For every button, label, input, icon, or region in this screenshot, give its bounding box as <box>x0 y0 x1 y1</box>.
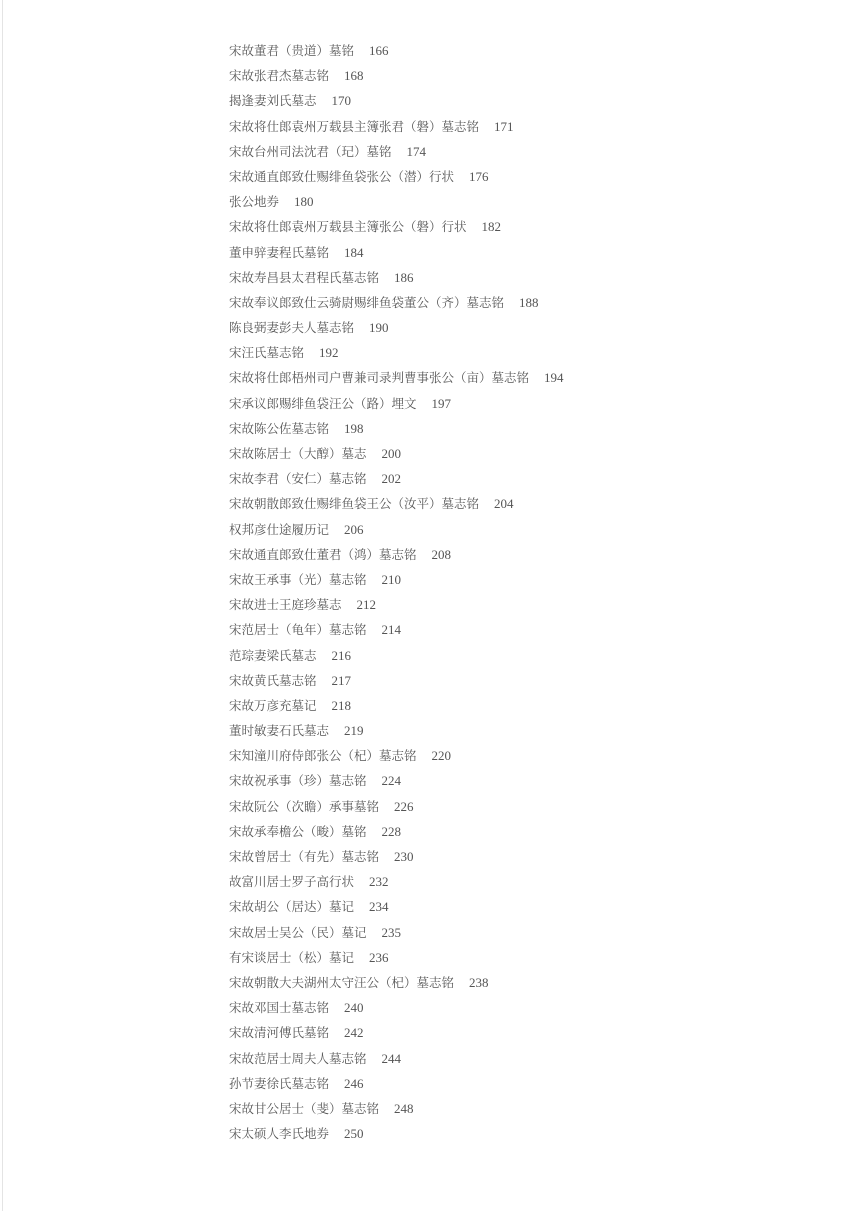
toc-entry <box>229 668 564 693</box>
toc-entry-title: 宋承议郎赐绯鱼袋汪公（路）埋文 <box>229 395 417 411</box>
toc-entry <box>229 1046 564 1071</box>
toc-entry-page-number: 170 <box>331 93 352 109</box>
toc-entry <box>229 466 564 491</box>
toc-entry-page-number: 230 <box>394 849 414 864</box>
toc-entry <box>229 794 564 819</box>
toc-entry-page-number: 212 <box>356 597 377 613</box>
toc-entry-page-number: 219 <box>344 723 364 739</box>
toc-entry-page-number: 204 <box>494 496 514 512</box>
toc-entry <box>229 718 564 743</box>
toc-entry-page-number: 168 <box>344 68 364 84</box>
toc-entry <box>229 139 564 164</box>
toc-entry-page-number: 235 <box>381 924 402 940</box>
table-of-contents <box>229 38 564 1146</box>
toc-entry <box>229 416 564 441</box>
toc-entry-title: 宋故通直郎致仕赐绯鱼袋张公（潜）行状 <box>229 168 455 184</box>
toc-entry-page-number: 214 <box>381 622 402 638</box>
toc-entry-title: 宋故陈居士（大醇）墓志 <box>229 446 367 461</box>
toc-entry-page-number: 216 <box>331 647 352 663</box>
toc-entry-title: 宋故朝散郎致仕赐绯鱼袋王公（汝平）墓志铭 <box>229 496 480 512</box>
toc-entry-title: 宋故王承事（光）墓志铭 <box>229 571 367 587</box>
toc-entry-title: 宋故通直郎致仕董君（鸿）墓志铭 <box>229 546 417 562</box>
toc-entry <box>229 164 564 189</box>
toc-entry <box>229 1121 564 1146</box>
toc-entry <box>229 517 564 542</box>
toc-entry-title: 宋故承奉檐公（畯）墓铭 <box>229 823 367 839</box>
toc-entry-title: 宋故将仕郎袁州万载县主簿张公（磐）行状 <box>229 219 467 235</box>
toc-entry-page-number: 250 <box>344 1126 364 1142</box>
toc-entry <box>229 592 564 617</box>
toc-entry-title: 宋故清河傅氏墓铭 <box>229 1025 330 1041</box>
toc-entry-page-number: 246 <box>344 1075 364 1091</box>
toc-entry-title: 宋故黄氏墓志铭 <box>229 672 317 688</box>
toc-entry <box>229 743 564 768</box>
toc-entry-title: 宋知潼川府侍郎张公（杞）墓志铭 <box>229 748 417 764</box>
toc-entry <box>229 567 564 592</box>
toc-entry <box>229 189 564 214</box>
toc-entry <box>229 214 564 239</box>
toc-entry-title: 宋故胡公（居达）墓记 <box>229 899 355 915</box>
toc-entry <box>229 114 564 139</box>
toc-entry-title: 宋太硕人李氏地券 <box>229 1126 330 1142</box>
toc-entry-page-number: 176 <box>469 168 489 184</box>
toc-entry-page-number: 202 <box>381 471 402 487</box>
toc-entry-title: 宋故范居士周夫人墓志铭 <box>229 1050 367 1066</box>
toc-entry-page-number: 166 <box>369 43 389 58</box>
toc-entry-title: 宋故李君（安仁）墓志铭 <box>229 471 367 487</box>
toc-entry <box>229 265 564 290</box>
toc-entry-title: 董申骍妻程氏墓铭 <box>229 244 330 260</box>
toc-entry <box>229 391 564 416</box>
toc-entry-page-number: 208 <box>431 546 452 562</box>
toc-entry-page-number: 220 <box>431 748 452 764</box>
toc-entry-title: 宋故邓国士墓志铭 <box>229 1000 330 1016</box>
toc-entry-page-number: 238 <box>469 974 489 990</box>
toc-entry <box>229 1096 564 1121</box>
toc-entry-title: 陈良弼妻彭夫人墓志铭 <box>229 320 355 336</box>
toc-entry-page-number: 194 <box>544 370 564 386</box>
toc-entry <box>229 491 564 516</box>
toc-entry <box>229 643 564 668</box>
toc-entry <box>229 542 564 567</box>
toc-entry-page-number: 240 <box>344 1000 364 1016</box>
toc-entry <box>229 869 564 894</box>
toc-entry-page-number: 218 <box>331 697 352 713</box>
toc-entry-title: 宋故甘公居士（斐）墓志铭 <box>229 1100 380 1116</box>
toc-entry-page-number: 228 <box>381 823 402 839</box>
toc-entry-page-number: 174 <box>406 143 427 159</box>
toc-entry-page-number: 188 <box>519 294 539 310</box>
toc-entry-page-number: 180 <box>294 194 314 210</box>
toc-entry <box>229 1071 564 1096</box>
toc-entry-page-number: 186 <box>394 269 414 285</box>
toc-entry-title: 宋故陈公佐墓志铭 <box>229 420 330 436</box>
toc-entry-page-number: 236 <box>369 949 389 965</box>
toc-entry-page-number: 192 <box>319 345 339 361</box>
toc-entry-title: 故富川居士罗子高行状 <box>229 874 355 890</box>
toc-entry <box>229 315 564 340</box>
toc-entry-title: 宋故寿昌县太君程氏墓志铭 <box>229 269 380 285</box>
toc-entry-page-number: 206 <box>344 521 364 537</box>
toc-entry-page-number: 198 <box>344 420 364 436</box>
toc-entry <box>229 768 564 793</box>
toc-entry-page-number: 232 <box>369 874 389 890</box>
toc-entry <box>229 970 564 995</box>
toc-entry-title: 范琮妻梁氏墓志 <box>229 647 317 663</box>
toc-entry-title: 宋故进士王庭珍墓志 <box>229 597 342 613</box>
toc-entry-page-number: 197 <box>431 395 452 411</box>
toc-entry-title: 宋范居士（龟年）墓志铭 <box>229 622 367 638</box>
toc-entry-title: 有宋谈居士（松）墓记 <box>229 949 355 965</box>
toc-entry <box>229 441 564 466</box>
toc-entry-page-number: 244 <box>381 1050 402 1066</box>
toc-entry-title: 宋故将仕郎袁州万载县主簿张君（磐）墓志铭 <box>229 118 480 134</box>
toc-entry <box>229 819 564 844</box>
toc-entry <box>229 290 564 315</box>
toc-entry <box>229 693 564 718</box>
toc-entry-page-number: 171 <box>494 118 514 134</box>
toc-entry-page-number: 200 <box>381 446 402 461</box>
toc-entry <box>229 894 564 919</box>
toc-entry-title: 张公地券 <box>229 194 280 210</box>
toc-entry <box>229 995 564 1020</box>
toc-entry <box>229 1020 564 1045</box>
toc-entry-title: 揭逢妻刘氏墓志 <box>229 93 317 109</box>
toc-entry-page-number: 226 <box>394 798 414 814</box>
page-edge-line <box>2 0 3 1211</box>
toc-entry-title: 权邦彦仕途履历记 <box>229 521 330 537</box>
toc-entry-title: 宋故张君杰墓志铭 <box>229 68 330 84</box>
toc-entry-title: 宋故居士吴公（民）墓记 <box>229 924 367 940</box>
toc-entry-title: 宋故曾居士（有先）墓志铭 <box>229 849 380 864</box>
toc-entry-title: 宋汪氏墓志铭 <box>229 345 305 361</box>
toc-entry-title: 宋故奉议郎致仕云骑尉赐绯鱼袋董公（齐）墓志铭 <box>229 294 505 310</box>
toc-entry <box>229 38 564 63</box>
toc-entry-page-number: 184 <box>344 244 364 260</box>
toc-entry-title: 宋故将仕郎梧州司户曹兼司录判曹事张公（亩）墓志铭 <box>229 370 530 386</box>
toc-entry <box>229 844 564 869</box>
toc-entry-title: 董时敏妻石氏墓志 <box>229 723 330 739</box>
toc-entry-page-number: 190 <box>369 320 389 336</box>
toc-entry-title: 宋故祝承事（珍）墓志铭 <box>229 773 367 789</box>
toc-entry-title: 宋故朝散大夫湖州太守汪公（杞）墓志铭 <box>229 974 455 990</box>
toc-entry <box>229 617 564 642</box>
toc-entry-title: 宋故台州司法沈君（玘）墓铭 <box>229 143 392 159</box>
toc-entry <box>229 920 564 945</box>
toc-entry-page-number: 224 <box>381 773 402 789</box>
toc-entry-page-number: 210 <box>381 571 402 587</box>
toc-entry-page-number: 217 <box>331 672 352 688</box>
toc-entry-title: 宋故阮公（次瞻）承事墓铭 <box>229 798 380 814</box>
toc-entry-page-number: 242 <box>344 1025 364 1041</box>
toc-entry-title: 宋故万彦充墓记 <box>229 697 317 713</box>
toc-entry <box>229 240 564 265</box>
toc-entry <box>229 88 564 113</box>
toc-entry <box>229 340 564 365</box>
toc-entry-title: 孙节妻徐氏墓志铭 <box>229 1075 330 1091</box>
toc-entry <box>229 945 564 970</box>
toc-entry-page-number: 248 <box>394 1100 414 1116</box>
toc-entry-page-number: 234 <box>369 899 389 915</box>
toc-entry-title: 宋故董君（贵道）墓铭 <box>229 43 355 58</box>
toc-entry <box>229 63 564 88</box>
toc-entry <box>229 365 564 390</box>
toc-entry-page-number: 182 <box>481 219 502 235</box>
